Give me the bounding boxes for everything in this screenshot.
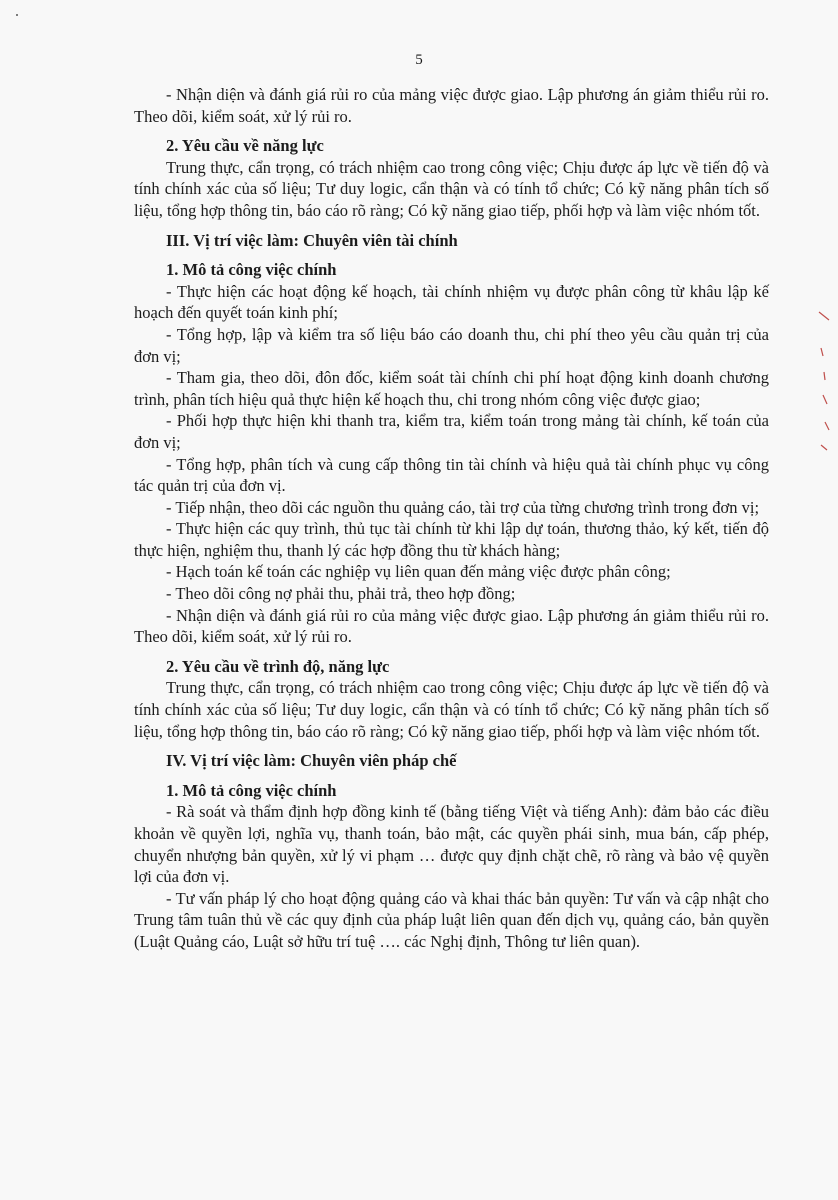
body-paragraph: - Thực hiện các quy trình, thủ tục tài chính từ khi lập dự toán, thương thảo, ký kết, tiến độ thực hiện, nghiệm thu, thanh lý các hợp đồng thu từ khách hàng;	[134, 519, 769, 560]
document-body	[134, 84, 769, 953]
body-paragraph: - Tư vấn pháp lý cho hoạt động quảng cáo và khai thác bản quyền: Tư vấn và cập nhật cho Trung tâm tuân thủ về các quy định của pháp luật liên quan đến dịch vụ, quảng cáo, bản quyền (Luật Quảng cáo, Luật sở hữu trí tuệ …. các Nghị định, Thông tư liên quan).	[134, 888, 769, 951]
section-heading: 1. Mô tả công việc chính	[166, 780, 337, 800]
body-paragraph: - Nhận diện và đánh giá rủi ro của mảng việc được giao. Lập phương án giảm thiểu rủi ro. Theo dõi, kiểm soát, xử lý rủi ro.	[134, 605, 769, 647]
body-paragraph: Trung thực, cẩn trọng, có trách nhiệm cao trong công việc; Chịu được áp lực về tiến độ và tính chính xác của số liệu; Tư duy logic, cẩn thận và có tính tổ chức; Có kỹ năng phân tích số liệu, tổng hợp thông tin, báo cáo rõ ràng; Có kỹ năng giao tiếp, phối hợp và làm việc nhóm tốt.	[134, 157, 769, 220]
scan-speck	[16, 14, 18, 16]
body-paragraph: - Tiếp nhận, theo dõi các nguồn thu quảng cáo, tài trợ của từng chương trình trong đơn vị;	[166, 497, 760, 517]
body-paragraph: - Nhận diện và đánh giá rủi ro của mảng việc được giao. Lập phương án giảm thiểu rủi ro. Theo dõi, kiểm soát, xử lý rủi ro.	[134, 85, 769, 126]
body-paragraph: - Tổng hợp, lập và kiểm tra số liệu báo cáo doanh thu, chi phí theo yêu cầu quản trị của đơn vị;	[134, 324, 769, 366]
body-paragraph: - Hạch toán kế toán các nghiệp vụ liên quan đến mảng việc được phân công;	[166, 562, 671, 582]
red-margin-marks	[815, 300, 835, 460]
body-paragraph: - Thực hiện các hoạt động kế hoạch, tài chính nhiệm vụ được phân công từ khâu lập kế hoạch đến quyết toán kinh phí;	[134, 281, 769, 323]
body-paragraph: - Tổng hợp, phân tích và cung cấp thông tin tài chính và hiệu quả tài chính phục vụ công tác quản trị của đơn vị.	[134, 454, 769, 496]
section-heading: 2. Yêu cầu về năng lực	[166, 136, 324, 156]
page-number: 5	[415, 52, 423, 68]
body-paragraph: - Phối hợp thực hiện khi thanh tra, kiểm tra, kiểm toán trong mảng tài chính, kế toán của đơn vị;	[134, 411, 769, 452]
section-heading: IV. Vị trí việc làm: Chuyên viên pháp chế	[166, 751, 457, 771]
section-heading: 1. Mô tả công việc chính	[166, 260, 337, 280]
body-paragraph: - Rà soát và thẩm định hợp đồng kinh tế (bằng tiếng Việt và tiếng Anh): đảm bảo các điều khoản về quyền lợi, nghĩa vụ, thanh toán, bảo mật, các quyền phái sinh, mua bán, cấp phép, chuyển nhượng bản quyền, xử lý vi phạm … được quy định chặt chẽ, rõ ràng và bảo vệ quyền lợi của đơn vị.	[134, 802, 769, 887]
body-paragraph: - Theo dõi công nợ phải thu, phải trả, theo hợp đồng;	[166, 584, 516, 604]
body-paragraph: Trung thực, cẩn trọng, có trách nhiệm cao trong công việc; Chịu được áp lực về tiến độ và tính chính xác của số liệu; Tư duy logic, cẩn thận và có tính tổ chức; Có kỹ năng phân tích số liệu, tổng hợp thông tin, báo cáo rõ ràng; Có kỹ năng giao tiếp, phối hợp và làm việc nhóm tốt.	[134, 678, 769, 741]
body-paragraph: - Tham gia, theo dõi, đôn đốc, kiểm soát tài chính chi phí hoạt động kinh doanh chương trình, phân tích hiệu quả thực hiện kế hoạch thu, chi trong nhóm công việc được giao;	[134, 368, 769, 409]
section-heading: III. Vị trí việc làm: Chuyên viên tài chính	[166, 230, 458, 250]
section-heading: 2. Yêu cầu về trình độ, năng lực	[166, 656, 390, 676]
